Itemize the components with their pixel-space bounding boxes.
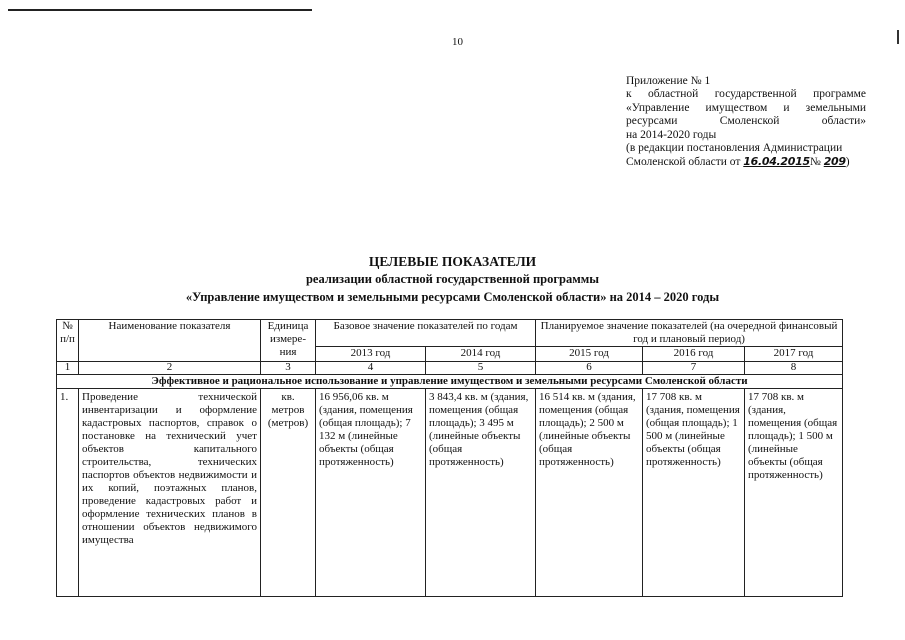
- table-row: [57, 389, 843, 597]
- appendix-line: к областной государственной программе: [626, 88, 866, 101]
- header-2015: 2015 год: [536, 347, 643, 362]
- value-2016: 17 708 кв. м (здания, помещения (общая площадь); 1 500 м (линейные объекты (общая протяженность): [643, 389, 745, 597]
- appendix-line: Приложение № 1: [626, 75, 711, 87]
- handwritten-number: 209: [823, 155, 846, 169]
- header-base: Базовое значение показателей по годам: [316, 320, 536, 347]
- header-unit: Единица измере-ния: [261, 320, 316, 362]
- appendix-line-date: [626, 155, 866, 169]
- column-number: 1: [57, 362, 79, 375]
- header-planned: Планируемое значение показателей (на очередной финансовый год и плановый период): [536, 320, 843, 347]
- appendix-line: ресурсами Смоленской области»: [626, 115, 866, 128]
- value-2015: 16 514 кв. м (здания, помещения (общая площадь); 2 500 м (линейные объекты (общая протяженность): [536, 389, 643, 597]
- top-rule: [8, 9, 312, 11]
- appendix-line: (в редакции постановления Администрации: [626, 142, 843, 155]
- appendix-note: [626, 75, 866, 170]
- handwritten-date: 16.04.2015: [743, 155, 810, 169]
- document-title: ЦЕЛЕВЫЕ ПОКАЗАТЕЛИ: [368, 254, 537, 269]
- value-2017: 17 708 кв. м (здания, помещения (общая площадь); 1 500 м (линейные объекты (общая протяженность): [745, 389, 843, 597]
- row-number: 1.: [57, 389, 79, 597]
- appendix-date-prefix: Смоленской области от: [626, 156, 741, 169]
- column-number: 8: [745, 362, 843, 375]
- header-2013: 2013 год: [316, 347, 426, 362]
- page-number: 10: [452, 36, 463, 48]
- document-subtitle: реализации областной государственной программы: [305, 272, 600, 286]
- header-2016: 2016 год: [643, 347, 745, 362]
- section-heading: Эффективное и рациональное использование и управление имуществом и земельными ресурсами Смоленской области: [57, 375, 843, 389]
- appendix-line: на 2014-2020 годы: [626, 128, 717, 141]
- column-number: 3: [261, 362, 316, 375]
- column-number: 6: [536, 362, 643, 375]
- header-name: Наименование показателя: [79, 320, 261, 362]
- value-2013: 16 956,06 кв. м (здания, помещения (общая площадь); 7 132 м (линейные объекты (общая протяженность): [316, 389, 426, 597]
- closing-paren: ): [845, 156, 850, 169]
- column-number: 5: [426, 362, 536, 375]
- indicators-table: [56, 319, 843, 597]
- header-2017: 2017 год: [745, 347, 843, 362]
- header-2014: 2014 год: [426, 347, 536, 362]
- column-number: 4: [316, 362, 426, 375]
- number-sign: №: [809, 156, 821, 169]
- edge-mark: [897, 30, 899, 44]
- indicator-unit: кв. метров (метров): [261, 389, 316, 597]
- program-title: «Управление имуществом и земельными ресурсами Смоленской области» на 2014 – 2020 годы: [185, 290, 720, 304]
- column-number: 2: [79, 362, 261, 375]
- appendix-line: «Управление имуществом и земельными: [626, 101, 866, 114]
- indicator-name: Проведение технической инвентаризации и оформление кадастровых паспортов, справок о постановке на технический учет объектов капитального строительства, технических паспортов объектов недвижимости и их копий, поэтажных планов, проведение кадастровых работ и оформление технических планов в отношении объектов недвижимого имущества: [79, 389, 261, 597]
- header-num: № п/п: [57, 320, 79, 362]
- value-2014: 3 843,4 кв. м (здания, помещения (общая площадь); 3 495 м (линейные объекты (общая протяженность): [426, 389, 536, 597]
- column-number: 7: [643, 362, 745, 375]
